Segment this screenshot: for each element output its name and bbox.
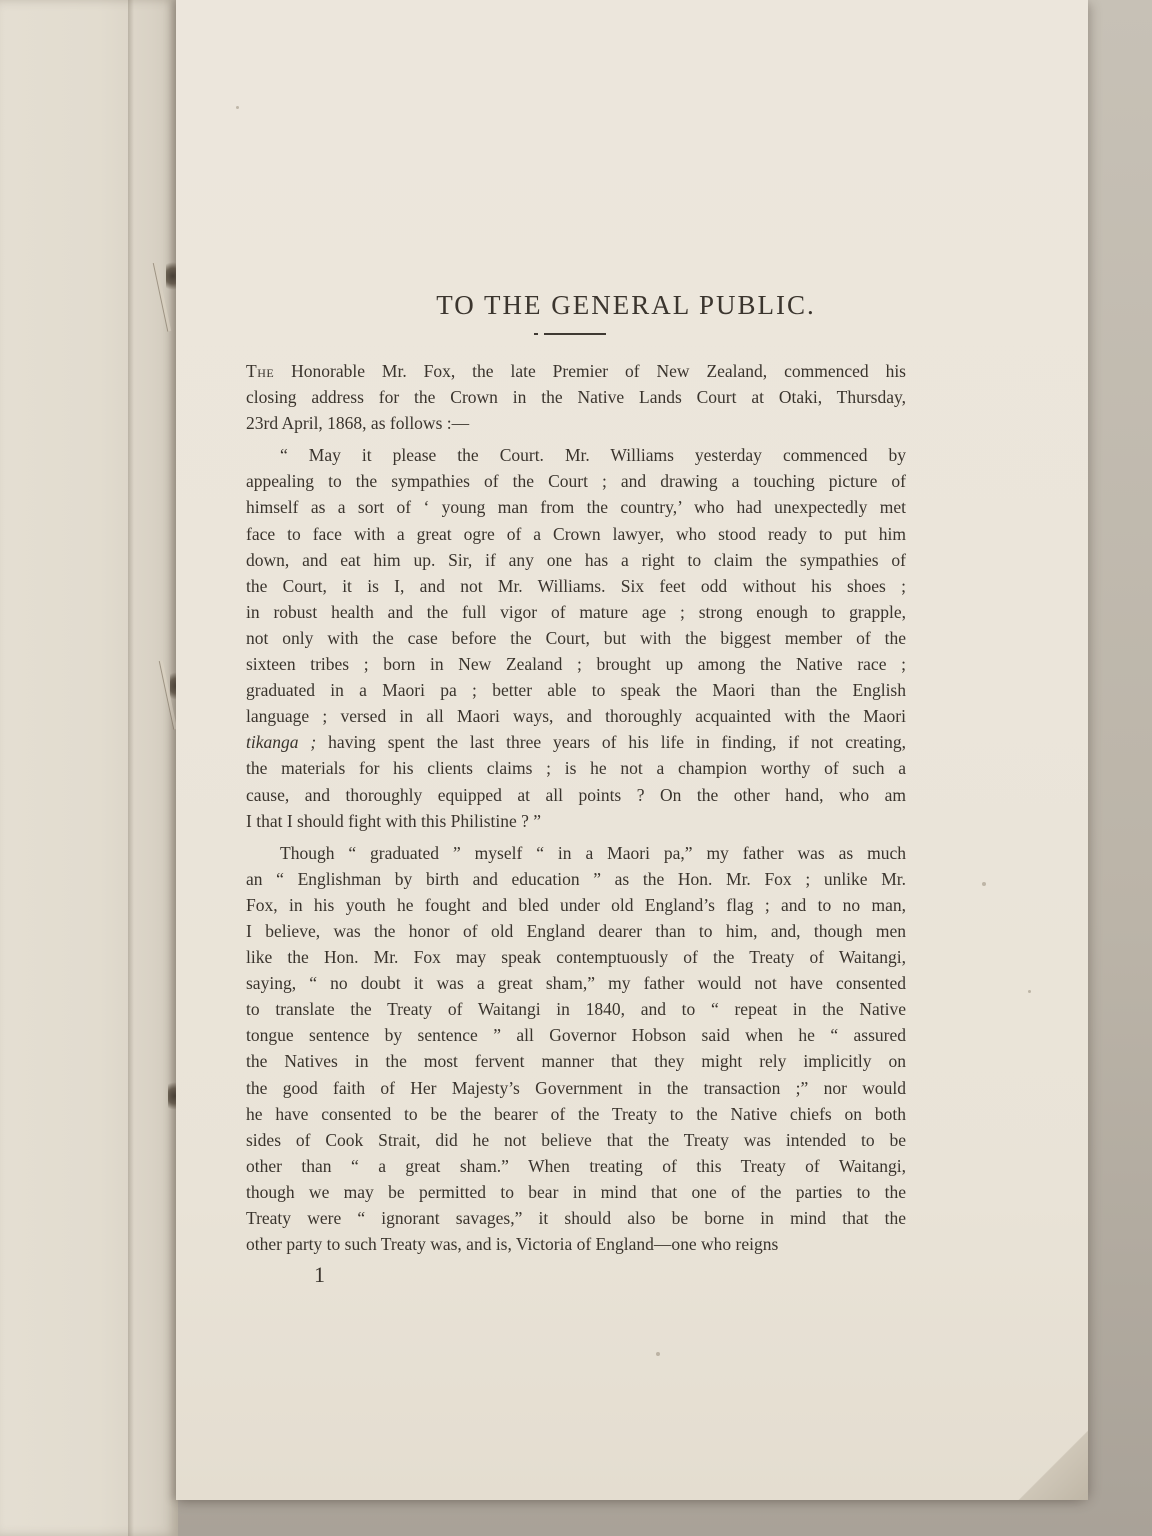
text-line (246, 358, 906, 384)
text-line (246, 840, 906, 866)
text-line (246, 729, 906, 755)
paper-spot (982, 882, 986, 886)
drop-word: The (246, 361, 275, 381)
text-line (246, 1075, 906, 1101)
text-line (246, 996, 906, 1022)
text-line (246, 410, 906, 436)
text-line (246, 892, 906, 918)
page-number: 1 (314, 1262, 325, 1287)
line-text: to translate the Treaty of Waitangi in 1840, and to “ repeat in the Native (246, 999, 906, 1020)
paragraph (246, 358, 906, 436)
text-line (246, 918, 906, 944)
text-line (246, 599, 906, 625)
paper-spot (1028, 990, 1031, 993)
paragraph (246, 442, 906, 833)
line-text: down, and eat him up. Sir, if any one has a right to claim the sympathies of (246, 549, 906, 570)
text-line (246, 442, 906, 468)
line-text: other than “ a great sham.” When treating of this Treaty of Waitangi, (246, 1155, 906, 1176)
line-text: I believe, was the honor of old England dearer than to him, and, though men (246, 920, 906, 941)
line-text: saying, “ no doubt it was a great sham,” my father would not have consented (246, 973, 906, 994)
facing-page-edge (0, 0, 178, 1536)
text-line (246, 1101, 906, 1127)
text-line (246, 1048, 906, 1074)
text-line (246, 866, 906, 892)
title-rule (544, 333, 606, 335)
text-line (246, 573, 906, 599)
line-text: closing address for the Crown in the Native Lands Court at Otaki, Thursday, (246, 387, 906, 408)
title-rule-dot (534, 333, 538, 335)
text-line (246, 651, 906, 677)
line-text: he have consented to be the bearer of the Treaty to the Native chiefs on both (246, 1103, 906, 1124)
line-text: in robust health and the full vigor of mature age ; strong enough to grapple, (246, 601, 906, 622)
text-line (246, 1127, 906, 1153)
line-text: the Court, it is I, and not Mr. Williams. Six feet odd without his shoes ; (246, 575, 906, 596)
line-text: the materials for his clients claims ; is he not a champion worthy of such a (246, 758, 906, 779)
text-line (246, 1231, 906, 1257)
line-text: language ; versed in all Maori ways, and thoroughly acquainted with the Maori (246, 706, 906, 727)
text-line (246, 808, 906, 834)
text-line (246, 1205, 906, 1231)
paragraph (246, 840, 906, 1258)
line-text: having spent the last three years of his life in finding, if not creating, (316, 732, 906, 753)
text-line (246, 703, 906, 729)
line-text: Honorable Mr. Fox, the late Premier of New Zealand, commenced his (274, 361, 906, 381)
line-text: not only with the case before the Court, but with the biggest member of the (246, 627, 906, 648)
line-text: “ May it please the Court. Mr. Williams yesterday commenced by (280, 445, 906, 466)
text-line (246, 384, 906, 410)
page-title: TO THE GENERAL PUBLIC. (436, 290, 816, 321)
page-corner-wear (1018, 1430, 1088, 1500)
paper-spot (656, 1352, 660, 1356)
line-text: Fox, in his youth he fought and bled under old England’s flag ; and to no man, (246, 894, 906, 915)
line-text: I that I should fight with this Philistine ? ” (246, 810, 542, 831)
line-text: 23rd April, 1868, as follows :— (246, 413, 470, 434)
text-line (246, 1153, 906, 1179)
text-line (246, 944, 906, 970)
line-text: appealing to the sympathies of the Court ; and drawing a touching picture of (246, 471, 906, 492)
line-text: graduated in a Maori pa ; better able to speak the Maori than the English (246, 680, 906, 701)
body-text (246, 358, 906, 1263)
line-text: Treaty were “ ignorant savages,” it should also be borne in mind that the (246, 1208, 906, 1228)
text-line (246, 468, 906, 494)
line-text: sides of Cook Strait, did he not believe that the Treaty was intended to be (246, 1129, 906, 1150)
text-line (246, 755, 906, 781)
line-text: other party to such Treaty was, and is, Victoria of England—one who reigns (246, 1234, 779, 1255)
text-line (246, 521, 906, 547)
italic-term: tikanga ; (246, 732, 317, 753)
line-text: sixteen tribes ; born in New Zealand ; brought up among the Native race ; (246, 654, 906, 675)
line-text: like the Hon. Mr. Fox may speak contemptuously of the Treaty of Waitangi, (246, 947, 906, 968)
text-line (246, 547, 906, 573)
line-text: the Natives in the most fervent manner that they might rely implicitly on (246, 1051, 906, 1072)
line-text: tongue sentence by sentence ” all Governor Hobson said when he “ assured (246, 1025, 906, 1046)
text-line (246, 677, 906, 703)
text-line (246, 1022, 906, 1048)
line-text: himself as a sort of ‘ young man from the country,’ who had unexpectedly met (246, 497, 906, 518)
text-line (246, 970, 906, 996)
text-line (246, 782, 906, 808)
text-line (246, 494, 906, 520)
document-page (176, 0, 1088, 1500)
line-text: cause, and thoroughly equipped at all points ? On the other hand, who am (246, 784, 906, 805)
text-line (246, 1179, 906, 1205)
line-text: an “ Englishman by birth and education ” as the Hon. Mr. Fox ; unlike Mr. (246, 868, 906, 889)
line-text: the good faith of Her Majesty’s Government in the transaction ;” nor would (246, 1077, 906, 1098)
line-text: face to face with a great ogre of a Crown lawyer, who stood ready to put him (246, 523, 906, 544)
facing-page-shadow (128, 0, 134, 1536)
text-line (246, 625, 906, 651)
paper-spot (236, 106, 239, 109)
line-text: though we may be permitted to bear in mind that one of the parties to the (246, 1181, 906, 1202)
line-text: Though “ graduated ” myself “ in a Maori pa,” my father was as much (280, 842, 906, 863)
